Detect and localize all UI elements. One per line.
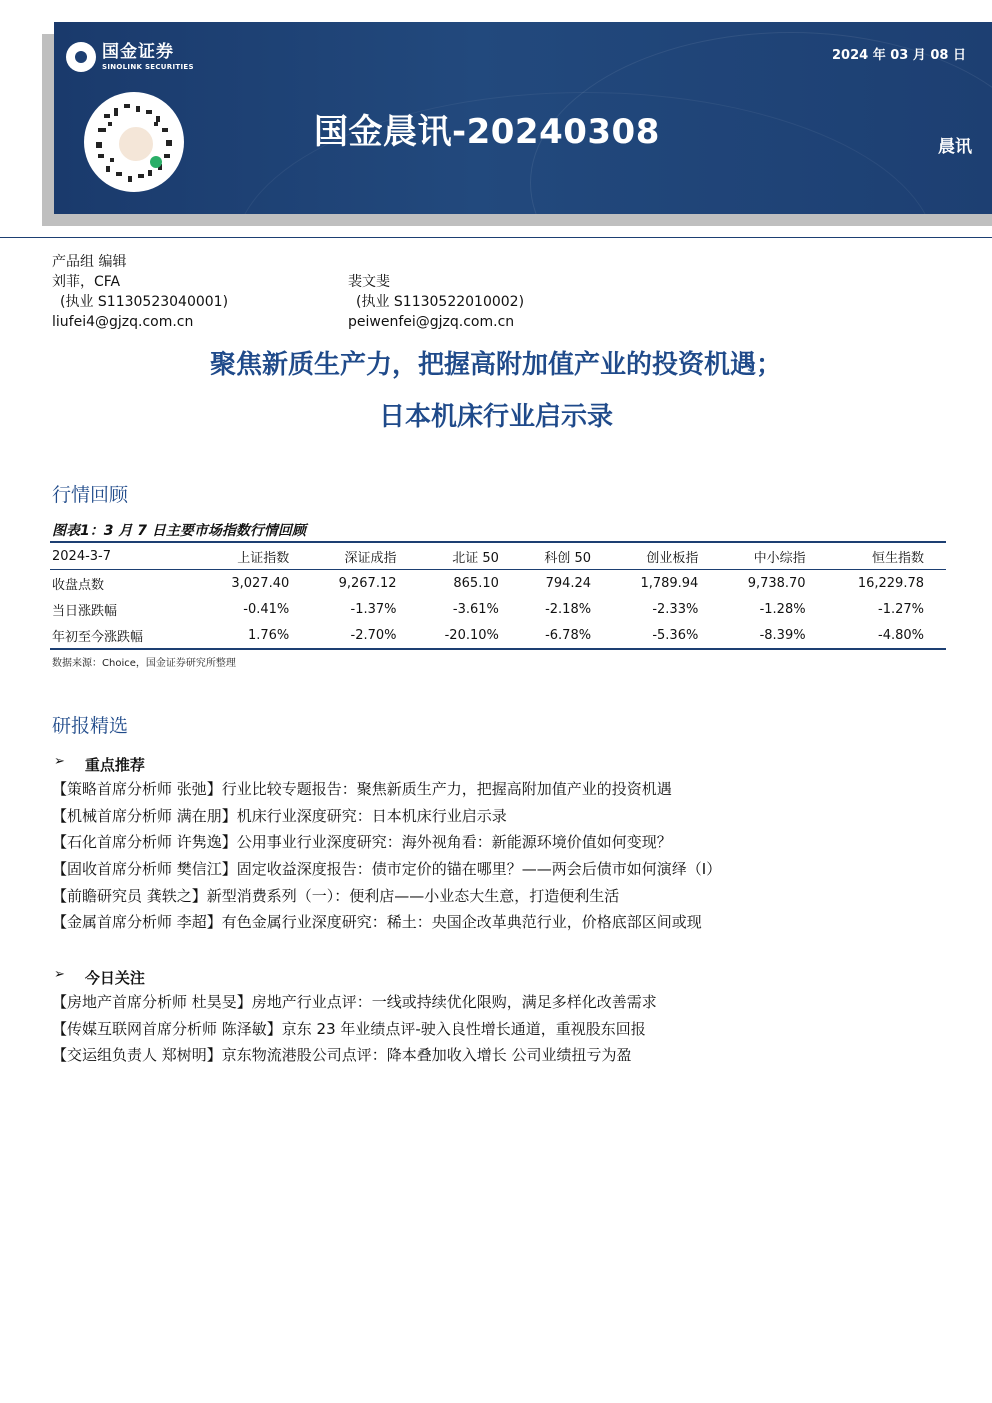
table-cell: -0.41% xyxy=(243,601,290,617)
today-report-list xyxy=(52,989,657,1069)
table-cell: -2.18% xyxy=(545,601,592,617)
table-row xyxy=(50,596,946,622)
list-item[interactable]: 【传媒互联网首席分析师 陈泽敏】京东 23 年业绩点评-驶入良性增长通道，重视股东回报 xyxy=(52,1019,646,1038)
table-cell: -1.27% xyxy=(878,601,924,617)
table-header-row xyxy=(50,542,946,570)
list-item[interactable]: 【前瞻研究员 龚轶之】新型消费系列（一）：便利店——小业态大生意，打造便利生活 xyxy=(52,886,620,905)
table-cell: -8.39% xyxy=(759,627,806,643)
subhead-today-label: 今日关注 xyxy=(84,969,145,987)
company-logo xyxy=(66,42,194,72)
table-cell: 865.10 xyxy=(453,575,499,591)
subhead-key-label: 重点推荐 xyxy=(84,756,145,774)
author-1-name: 刘菲，CFA xyxy=(52,274,121,290)
list-item[interactable]: 【石化首席分析师 许隽逸】公用事业行业深度研究：海外视角看：新能源环境价值如何变现？ xyxy=(52,833,672,852)
table-cell: 16,229.78 xyxy=(857,575,924,591)
table-header: 恒生指数 xyxy=(871,550,924,566)
report-type: 晨讯 xyxy=(938,137,972,157)
table-cell: -5.36% xyxy=(652,627,699,643)
data-source-note: 数据来源：Choice，国金证券研究所整理 xyxy=(52,658,236,669)
table-row xyxy=(50,570,946,597)
author-1-license: (执业 S1130523040001) xyxy=(60,294,229,310)
table-cell: 1.76% xyxy=(247,627,290,643)
table-cell: -2.70% xyxy=(350,627,397,643)
logo-cn-text: 国金证券 xyxy=(102,41,174,62)
author-2-email[interactable]: peiwenfei@gjzq.com.cn xyxy=(348,314,515,330)
author-2-name: 裴文斐 xyxy=(348,274,390,290)
table-cell: 9,267.12 xyxy=(338,575,397,591)
table-row xyxy=(50,622,946,649)
table-cell: 收盘点数 xyxy=(52,577,105,593)
author-group: 产品组 编辑 xyxy=(52,254,127,270)
market-index-table xyxy=(50,541,946,650)
table-cell: -4.80% xyxy=(878,627,924,643)
header-banner xyxy=(54,22,992,214)
table-cell: 1,789.94 xyxy=(640,575,699,591)
table-cell: 年初至今涨跌幅 xyxy=(52,629,144,645)
subhead-today-focus xyxy=(52,967,145,988)
table-cell: 9,738.70 xyxy=(747,575,806,591)
subhead-key-recommendations xyxy=(52,754,145,775)
author-block xyxy=(52,252,525,330)
list-item[interactable]: 【策略首席分析师 张弛】行业比较专题报告：聚焦新质生产力，把握高附加值产业的投资机遇 xyxy=(52,780,672,798)
table-header: 深证成指 xyxy=(344,550,397,566)
mini-program-qr-code xyxy=(84,92,184,192)
table-cell: -20.10% xyxy=(444,627,499,643)
header-divider xyxy=(0,237,992,238)
table-header: 中小综指 xyxy=(753,550,806,566)
key-report-list xyxy=(52,776,721,936)
report-date: 2024 年 03 月 08 日 xyxy=(832,48,966,63)
author-1-email[interactable]: liufei4@gjzq.com.cn xyxy=(52,314,194,330)
headline-line-2: 日本机床行业启示录 xyxy=(378,402,613,432)
list-item[interactable]: 【房地产首席分析师 杜昊旻】房地产行业点评：一线或持续优化限购，满足多样化改善需求 xyxy=(52,993,657,1011)
report-title: 国金晨讯-20240308 xyxy=(314,112,660,152)
table-cell: -6.78% xyxy=(545,627,592,643)
table-header: 北证 50 xyxy=(452,550,499,566)
author-2-license: (执业 S1130522010002) xyxy=(356,294,525,310)
table-cell: -1.37% xyxy=(350,601,397,617)
list-item[interactable]: 【固收首席分析师 樊信江】固定收益深度报告：债市定价的锚在哪里？——两会后债市如何演绎（I） xyxy=(52,860,722,879)
arrow-bullet-icon: ➢ xyxy=(54,967,65,982)
logo-icon xyxy=(66,42,96,72)
table-header: 上证指数 xyxy=(237,550,290,566)
table-cell: 当日涨跌幅 xyxy=(52,603,118,619)
logo-en-text: SINOLINK SECURITIES xyxy=(102,62,194,71)
table-cell: 794.24 xyxy=(545,575,592,591)
author-2 xyxy=(348,272,524,332)
table-cell: -1.28% xyxy=(759,601,806,617)
section-title-market: 行情回顾 xyxy=(52,484,129,506)
list-item[interactable]: 【机械首席分析师 满在朋】机床行业深度研究：日本机床行业启示录 xyxy=(52,806,507,825)
table-cell: -2.33% xyxy=(652,601,699,617)
headline-line-1: 聚焦新质生产力，把握高附加值产业的投资机遇； xyxy=(209,350,782,380)
table-cell: 3,027.40 xyxy=(231,575,290,591)
table-header: 2024-3-7 xyxy=(52,548,112,564)
list-item[interactable]: 【金属首席分析师 李超】有色金属行业深度研究：稀土：央国企改革典范行业，价格底部区间或现 xyxy=(52,913,702,932)
list-item[interactable]: 【交运组负责人 郑树明】京东物流港股公司点评：降本叠加收入增长 公司业绩扭亏为盈 xyxy=(52,1046,632,1065)
table-header: 创业板指 xyxy=(646,550,699,566)
author-1 xyxy=(52,272,228,332)
table-cell: -3.61% xyxy=(452,601,499,617)
table-header: 科创 50 xyxy=(544,550,592,566)
qr-center-logo xyxy=(117,125,155,163)
figure-caption: 图表1：3 月 7 日主要市场指数行情回顾 xyxy=(52,523,306,539)
arrow-bullet-icon: ➢ xyxy=(54,754,65,769)
section-title-reports: 研报精选 xyxy=(52,715,129,737)
